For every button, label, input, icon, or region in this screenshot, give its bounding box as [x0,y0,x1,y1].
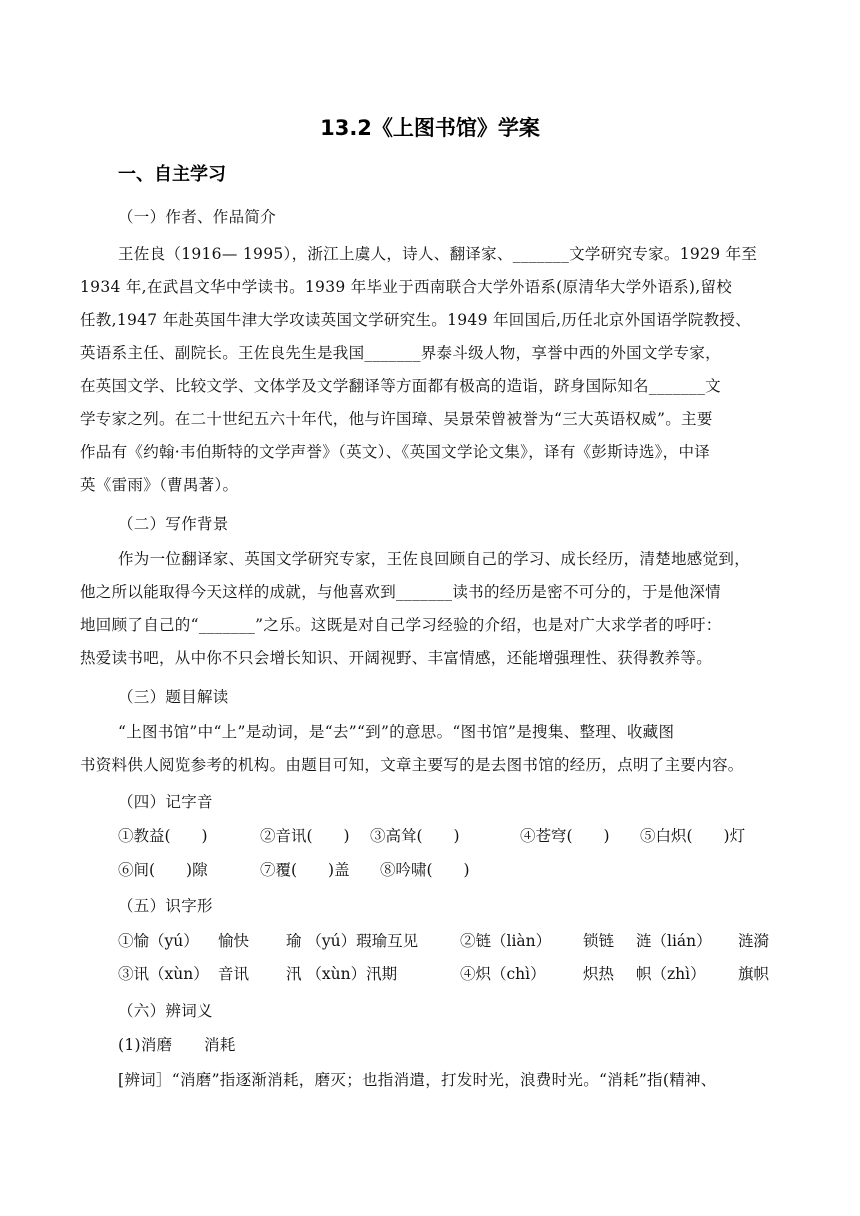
paragraph-line: 王佐良（1916— 1995），浙江上虞人，诗人、翻译家、_______文学研究专家。1929 年至 [118,245,758,263]
pronunciation-item: ⑤白炽( )灯 [640,827,746,845]
pronunciation-item: ⑧吟啸( ) [380,861,470,879]
paragraph-line: 作品有《约翰·韦伯斯特的文学声誉》（英文）、《英国文学论文集》，译有《彭斯诗选》，中译 [80,443,711,461]
subsection-heading-background: （二）写作背景 [118,515,229,533]
word-pair: (1)消磨 消耗 [118,1036,236,1054]
pronunciation-item: ⑦覆( )盖 [260,861,350,879]
glyph-item: 旗帜 [738,965,770,983]
glyph-item: 愉快 [218,932,250,950]
paragraph-line: 任教,1947 年赴英国牛津大学攻读英国文学研究生。1949 年回国后,历任北京外国语学院教授、 [80,311,752,329]
glyph-item: 炽热 [583,965,615,983]
paragraph-line: 1934 年,在武昌文华中学读书。1939 年毕业于西南联合大学外语系(原清华大学外语系),留校 [80,278,733,296]
glyph-item: 涟（lián） [636,932,712,950]
glyph-item: ④炽（chì） [460,965,546,983]
glyph-item: ②链（liàn） [460,932,552,950]
paragraph-line: 在英国文学、比较文学、文体学及文学翻译等方面都有极高的造诣，跻身国际知名_______文 [80,377,721,395]
paragraph-line: 作为一位翻译家、英国文学研究专家，王佐良回顾自己的学习、成长经历，清楚地感觉到， [118,550,751,568]
pronunciation-item: ②音讯( ) [260,827,350,845]
paragraph-line: 学专家之列。在二十世纪五六十年代，他与许国璋、吴景荣曾被誉为“三大英语权威”。主要 [80,410,713,428]
pronunciation-item: ④苍穹( ) [520,827,610,845]
pronunciation-item: ③高耸( ) [370,827,460,845]
subsection-heading-author: （一）作者、作品简介 [118,208,277,226]
paragraph-line: 地回顾了自己的“_______”之乐。这既是对自己学习经验的介绍，也是对广大求学者的呼吁： [80,616,722,634]
glyph-item: 瑜 （yú）瑕瑜互见 [286,932,419,950]
paragraph-line: 英《雷雨》（曹禺著）。 [80,476,239,494]
subsection-heading-word-meaning: （六）辨词义 [118,1002,213,1020]
paragraph-line: 他之所以能取得今天这样的成就，与他喜欢到_______读书的经历是密不可分的，于是他深情 [80,583,721,601]
subsection-heading-pronunciation: （四）记字音 [118,793,213,811]
pronunciation-item: ⑥间( )隙 [118,861,208,879]
paragraph-line: 英语系主任、副院长。王佐良先生是我国_______界泰斗级人物，享誉中西的外国文学专家， [80,344,721,362]
glyph-item: 涟漪 [738,932,770,950]
subsection-heading-glyphs: （五）识字形 [118,897,213,915]
subsection-heading-title-reading: （三）题目解读 [118,688,229,706]
glyph-item: ③讯（xùn） [118,965,209,983]
paragraph-line: “上图书馆”中“上”是动词，是“去”“到”的意思。“图书馆”是搜集、整理、收藏图 [118,723,675,741]
pronunciation-item: ①教益( ) [118,827,208,845]
paragraph-line: [辨词］“消磨”指逐渐消耗，磨灭；也指消遣，打发时光，浪费时光。“消耗”指(精神、 [118,1071,717,1089]
page-title: 13.2《上图书馆》学案 [320,116,540,140]
glyph-item: 音讯 [218,965,250,983]
paragraph-line: 书资料供人阅览参考的机构。由题目可知，文章主要写的是去图书馆的经历，点明了主要内容。 [80,756,744,774]
section-heading: 一、自主学习 [118,164,226,185]
glyph-item: 锁链 [583,932,615,950]
glyph-item: 汛 （xùn）汛期 [286,965,398,983]
paragraph-line: 热爱读书吧，从中你不只会增长知识、开阔视野、丰富情感，还能增强理性、获得教养等。 [80,649,713,667]
glyph-item: 帜（zhì） [636,965,706,983]
glyph-item: ①愉（yú） [118,932,199,950]
